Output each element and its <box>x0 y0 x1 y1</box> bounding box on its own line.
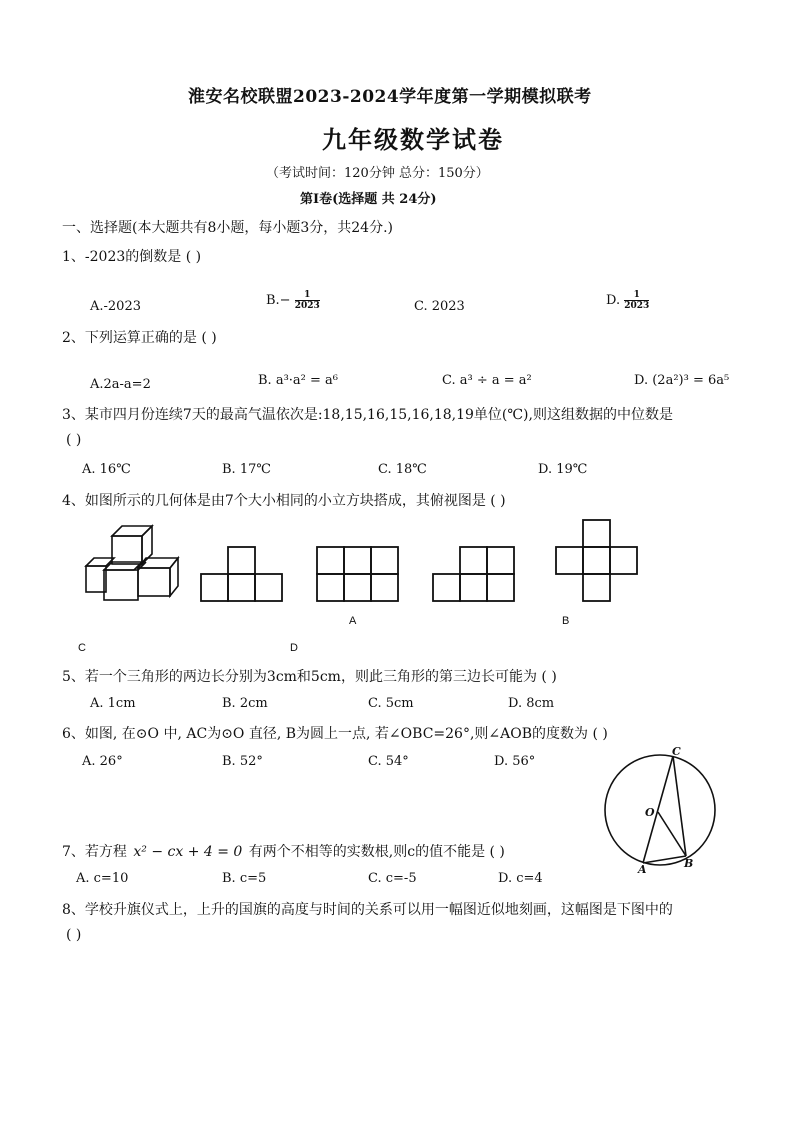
figure-label-c: C <box>78 642 86 654</box>
section-heading: 第Ⅰ卷(选择题 共 24分) <box>300 192 437 207</box>
question-3-option-d: D. 19℃ <box>538 462 588 477</box>
figure-label-a: A <box>349 615 357 627</box>
top-view-figure-2 <box>432 546 516 602</box>
top-view-figure-1 <box>200 546 284 602</box>
top-view-figure-a <box>316 546 400 602</box>
question-1-option-c: C. 2023 <box>414 299 465 314</box>
fraction-denominator: 2023 <box>294 301 320 311</box>
question-5-stem: 5、若一个三角形的两边长分别为3cm和5cm，则此三角形的第三边长可能为 ( ) <box>62 669 557 685</box>
question-1-option-a: A.-2023 <box>90 299 141 314</box>
question-7-equation: x² − cx + 4 = 0 <box>133 844 243 860</box>
point-label-c: C <box>672 745 681 758</box>
exam-info: （考试时间：120分钟 总分：150分） <box>266 166 489 181</box>
figure-label-b: B <box>562 615 570 627</box>
cube-solid-figure <box>82 520 182 604</box>
question-2-option-c: C. a³ ÷ a = a² <box>442 373 532 388</box>
question-7-option-c: C. c=-5 <box>368 871 417 886</box>
question-1-option-d <box>606 290 649 311</box>
question-6-stem: 6、如图, 在⊙O 中, AC为⊙O 直径, B为圆上一点, 若∠OBC=26°,则∠AOB的度数为 ( ) <box>62 726 608 742</box>
question-5-option-a: A. 1cm <box>90 696 136 711</box>
fraction-numerator: 1 <box>295 290 320 301</box>
question-7-option-b: B. c=5 <box>222 871 267 886</box>
option-b-prefix: B.− <box>266 293 291 308</box>
question-4-stem: 4、如图所示的几何体是由7个大小相同的小立方块搭成，其俯视图是 ( ) <box>62 493 506 509</box>
question-2-option-b: B. a³·a² = a⁶ <box>258 373 338 388</box>
question-1-option-b <box>266 290 320 311</box>
instructions: 一、选择题(本大题共有8小题，每小题3分，共24分.) <box>62 220 394 236</box>
question-2-stem: 2、下列运算正确的是 ( ) <box>62 330 217 346</box>
question-1-stem: 1、-2023的倒数是 ( ) <box>62 249 202 265</box>
question-6-option-c: C. 54° <box>368 754 409 769</box>
option-d-prefix: D. <box>606 293 621 308</box>
fraction <box>295 290 320 311</box>
question-3-option-c: C. 18℃ <box>378 462 427 477</box>
point-label-b: B <box>684 857 694 870</box>
question-3-option-a: A. 16℃ <box>82 462 131 477</box>
question-3-option-b: B. 17℃ <box>222 462 271 477</box>
top-view-figure-b <box>555 519 639 603</box>
question-5-option-c: C. 5cm <box>368 696 414 711</box>
point-label-o: O <box>645 806 655 819</box>
question-6-option-a: A. 26° <box>82 754 123 769</box>
question-3-stem: 3、某市四月份连续7天的最高气温依次是:18,15,16,15,16,18,19单位(℃),则这组数据的中位数是 <box>62 407 673 423</box>
question-3-paren: ( ) <box>66 432 82 448</box>
fraction-numerator: 1 <box>624 290 649 301</box>
question-7-suffix: 有两个不相等的实数根,则c的值不能是 ( ) <box>248 844 505 860</box>
question-2-option-d: D. (2a²)³ = 6a⁵ <box>634 373 730 388</box>
fraction <box>624 290 649 311</box>
question-7-option-d: D. c=4 <box>498 871 543 886</box>
question-5-option-b: B. 2cm <box>222 696 268 711</box>
question-8-stem: 8、学校升旗仪式上，上升的国旗的高度与时间的关系可以用一幅图近似地刻画，这幅图是下图中的 <box>62 902 673 918</box>
fraction-denominator: 2023 <box>624 301 650 311</box>
page-title: 九年级数学试卷 <box>322 125 504 154</box>
figure-label-d: D <box>290 642 298 654</box>
point-label-a: A <box>638 863 647 876</box>
question-7-stem <box>62 841 505 861</box>
question-5-option-d: D. 8cm <box>508 696 555 711</box>
question-8-paren: ( ) <box>66 927 82 943</box>
question-7-prefix: 7、若方程 <box>62 844 127 860</box>
question-6-option-b: B. 52° <box>222 754 263 769</box>
header-title: 淮安名校联盟2023-2024学年度第一学期模拟联考 <box>188 87 592 107</box>
question-2-option-a: A.2a-a=2 <box>90 377 151 392</box>
question-6-option-d: D. 56° <box>494 754 536 769</box>
question-7-option-a: A. c=10 <box>76 871 129 886</box>
circle-figure <box>600 742 720 878</box>
